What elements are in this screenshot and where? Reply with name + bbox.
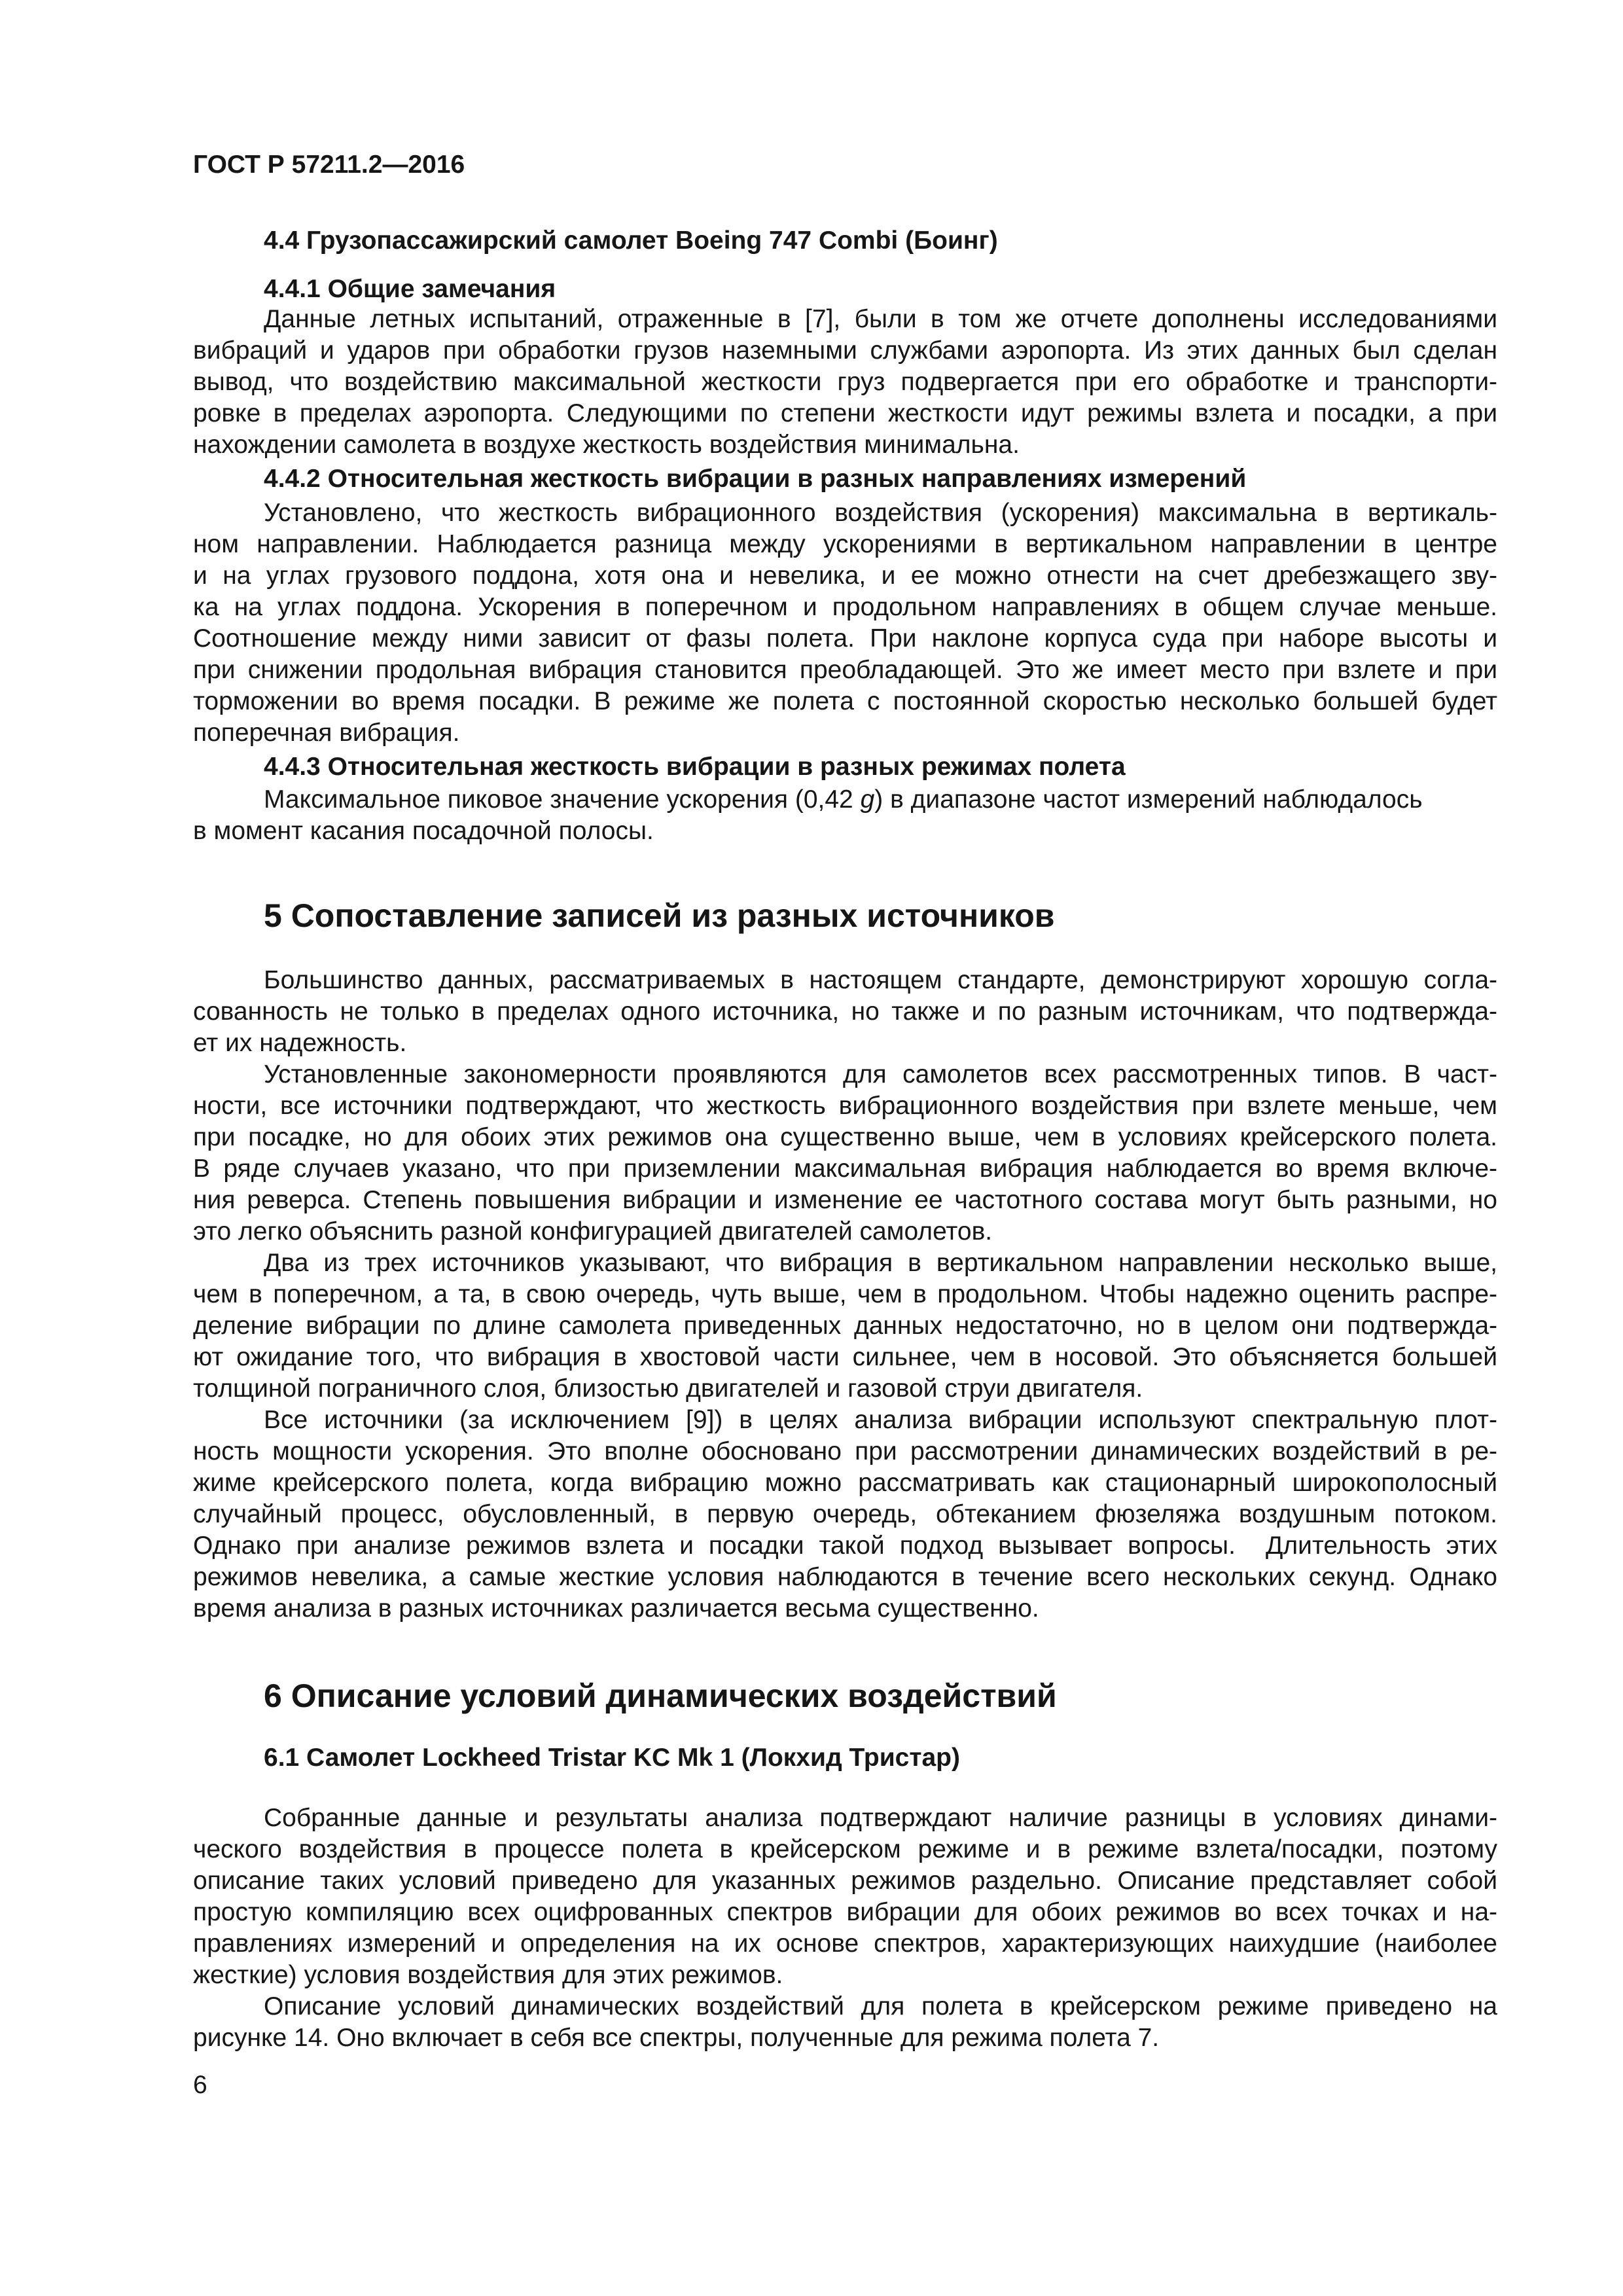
text-line: случайный процесс, обусловленный, в первую очередь, обтеканием фюзеляжа воздушным потоком.	[193, 1500, 1497, 1528]
text-line: Установлено, что жесткость вибрационного воздействия (ускорения) максимальна в вертикаль-	[264, 499, 1497, 527]
section-6-1-title: 6.1 Самолет Lockheed Tristar KC Mk 1 (Локхид Тристар)	[264, 1744, 960, 1772]
text-line: Все источники (за исключением [9]) в целях анализа вибрации используют спектральную плот-	[264, 1406, 1497, 1434]
text-line: ет их надежность.	[193, 1029, 407, 1057]
text-fragment: Максимальное пиковое значение ускорения (0,42 g) в диапазоне частот измерений наблюдалось	[264, 785, 1423, 814]
section-6-title: 6 Описание условий динамических воздействий	[264, 1677, 1057, 1714]
g-symbol: g	[860, 785, 875, 814]
text-line: при посадке, но для обоих этих режимов она существенно выше, чем в условиях крейсерского полета.	[193, 1123, 1497, 1151]
text-line: деление вибрации по длине самолета приведенных данных недостаточно, но в целом они подтвержда-	[193, 1312, 1497, 1340]
section-4-4-3-title: 4.4.3 Относительная жесткость вибрации в разных режимах полета	[264, 753, 1126, 781]
text-line: это легко объяснить разной конфигурацией двигателей самолетов.	[193, 1217, 993, 1246]
text-line: ют ожидание того, что вибрация в хвостовой части сильнее, чем в носовой. Это объясняется большей	[193, 1343, 1497, 1371]
text-line: Описание условий динамических воздействий для полета в крейсерском режиме приведено на	[264, 1992, 1497, 2020]
text-line: ном направлении. Наблюдается разница между ускорениями в вертикальном направлении в центре	[193, 530, 1497, 558]
text-line: Данные летных испытаний, отраженные в [7], были в том же отчете дополнены исследованиями	[264, 305, 1497, 333]
section-4-4-2-title: 4.4.2 Относительная жесткость вибрации в разных направлениях измерений	[264, 465, 1247, 493]
section-4-4-1-title: 4.4.1 Общие замечания	[264, 275, 556, 303]
text-line: время анализа в разных источниках различается весьма существенно.	[193, 1594, 1039, 1623]
text-line: вывод, что воздействию максимальной жесткости груз подвергается при его обработке и транспорти-	[193, 368, 1497, 396]
text-line: Однако при анализе режимов взлета и посадки такой подход вызывает вопросы. Длительность этих	[193, 1532, 1497, 1560]
text-line: ровке в пределах аэропорта. Следующими по степени жесткости идут режимы взлета и посадки, а при	[193, 399, 1497, 427]
text-line: Соотношение между ними зависит от фазы полета. При наклоне корпуса суда при наборе высоты и	[193, 624, 1497, 653]
text-line: правлениях измерений и определения на их основе спектров, характеризующих наихудшие (наиболее	[193, 1929, 1497, 1958]
text-line: ния реверса. Степень повышения вибрации и изменение ее частотного состава могут быть разными, но	[193, 1186, 1497, 1214]
section-5-title: 5 Сопоставление записей из разных источников	[264, 897, 1055, 934]
text-line: ка на углах поддона. Ускорения в поперечном и продольном направлениях в общем случае меньше.	[193, 593, 1497, 621]
text-line: Большинство данных, рассматриваемых в настоящем стандарте, демонстрируют хорошую согла-	[264, 966, 1497, 994]
text-line: торможении во время посадки. В режиме же полета с постоянной скоростью несколько большей будет	[193, 687, 1497, 715]
text-line	[264, 785, 1497, 814]
text-line: Установленные закономерности проявляются для самолетов всех рассмотренных типов. В част-	[264, 1060, 1497, 1088]
text-line: описание таких условий приведено для указанных режимов раздельно. Описание представляет собой	[193, 1867, 1497, 1895]
text-line: жесткие) условия воздействия для этих режимов.	[193, 1961, 783, 1989]
text-line: ность мощности ускорения. Это вполне обосновано при рассмотрении динамических воздействий в ре-	[193, 1437, 1497, 1465]
text-line: и на углах грузового поддона, хотя она и невелика, и ее можно отнести на счет дребезжащего зву-	[193, 562, 1497, 590]
text-line: рисунке 14. Оно включает в себя все спектры, полученные для режима полета 7.	[193, 2024, 1160, 2052]
text-line: толщиной пограничного слоя, близостью двигателей и газовой струи двигателя.	[193, 1374, 1143, 1403]
text-line: жиме крейсерского полета, когда вибрацию можно рассматривать как стационарный широкополосный	[193, 1469, 1497, 1497]
text-line: режимов невелика, а самые жесткие условия наблюдаются в течение всего нескольких секунд. Однако	[193, 1563, 1497, 1591]
text-line: вибраций и ударов при обработки грузов наземными службами аэропорта. Из этих данных был сделан	[193, 336, 1497, 365]
text-line: в момент касания посадочной полосы.	[193, 817, 654, 845]
text-line: Собранные данные и результаты анализа подтверждают наличие разницы в условиях динами-	[264, 1804, 1497, 1832]
text-line: простую компиляцию всех оцифрованных спектров вибрации для обоих режимов во всех точках и на-	[193, 1898, 1497, 1926]
text-line: чем в поперечном, а та, в свою очередь, чуть выше, чем в продольном. Чтобы надежно оценить распре-	[193, 1280, 1497, 1308]
text-line: при снижении продольная вибрация становится преобладающей. Это же имеет место при взлете и при	[193, 656, 1497, 684]
document-header-code: ГОСТ Р 57211.2—2016	[193, 151, 465, 179]
text-line: сованность не только в пределах одного источника, но также и по разным источникам, что подтвержда-	[193, 997, 1497, 1026]
section-4-4-title: 4.4 Грузопассажирский самолет Boeing 747 Combi (Боинг)	[264, 226, 998, 255]
text-line: нахождении самолета в воздухе жесткость воздействия минимальна.	[193, 431, 1020, 459]
page-number: 6	[193, 2071, 207, 2099]
text-line: поперечная вибрация.	[193, 719, 460, 747]
text-line: Два из трех источников указывают, что вибрация в вертикальном направлении несколько выше,	[264, 1249, 1497, 1277]
text-line: ческого воздействия в процессе полета в крейсерском режиме и в режиме взлета/посадки, поэтому	[193, 1835, 1497, 1863]
text-line: ности, все источники подтверждают, что жесткость вибрационного воздействия при взлете меньше, чем	[193, 1092, 1497, 1120]
text-line: В ряде случаев указано, что при приземлении максимальная вибрация наблюдается во время включе-	[193, 1155, 1497, 1183]
